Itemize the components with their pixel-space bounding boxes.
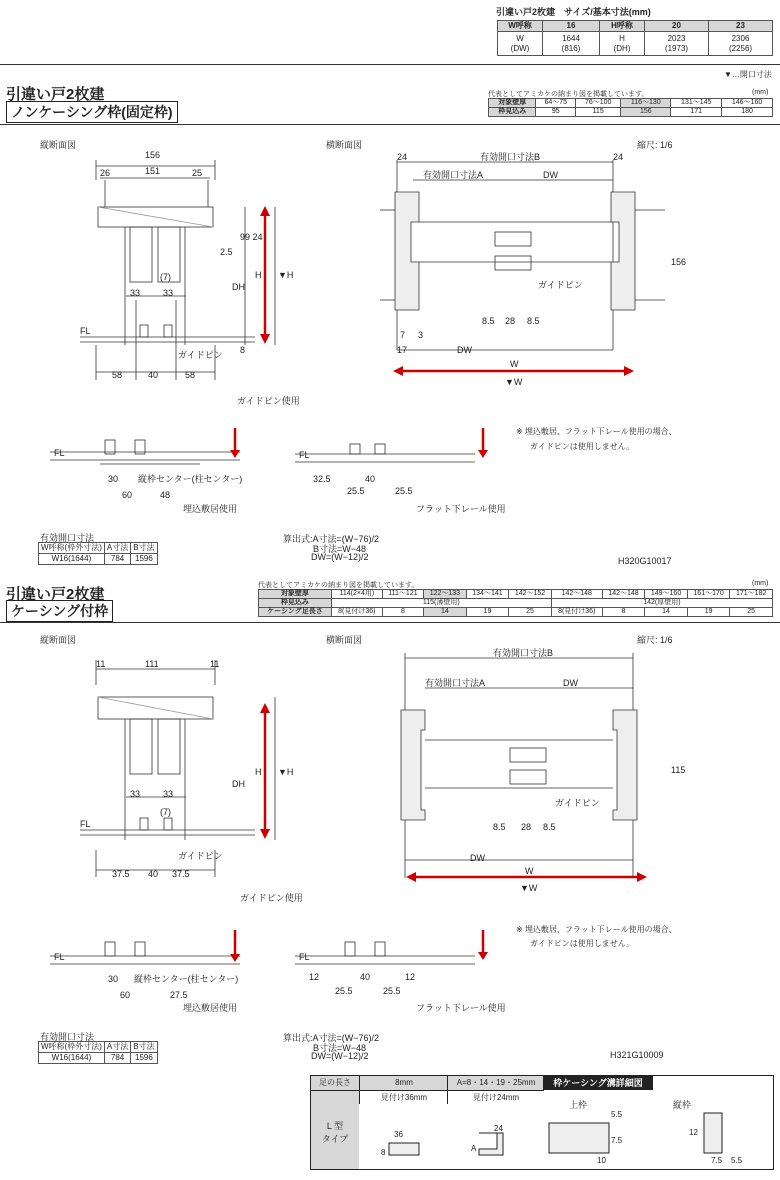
casing-vertical: 縦枠	[673, 1100, 692, 1110]
guide-pin-used-2: ガイドピン使用	[240, 893, 303, 903]
horizontal-section-2	[375, 648, 695, 893]
casing-upper: 上枠	[569, 1100, 588, 1110]
dim-26: 26	[100, 168, 111, 178]
h2-dim-115: 115	[671, 765, 686, 775]
step2-60: 60	[120, 990, 131, 1000]
v2-dim-111: 111	[145, 659, 159, 669]
row1-cell: 111〜121	[382, 590, 423, 599]
step-60: 60	[122, 490, 133, 500]
guide-pin-2: ガイドピン	[178, 851, 223, 861]
flat2-12b: 12	[405, 972, 416, 982]
flat-rail-2: フラット下レール使用	[416, 1003, 506, 1013]
step2-30: 30	[108, 974, 119, 984]
flat-rail-1: フラット下レール使用	[416, 504, 506, 514]
v2-dim-37-5b: 37.5	[172, 869, 190, 879]
guide-pin-1: ガイドピン	[178, 350, 223, 360]
h-dim-3: 3	[418, 330, 424, 340]
row1-label-2: 対象壁厚	[259, 590, 332, 599]
eff-title-1: 有効開口寸法	[40, 533, 95, 543]
section1-subtitle: ノンケーシング枠(固定枠)	[6, 101, 178, 123]
section2-title: 引違い戸2枚建	[6, 586, 105, 603]
row3-cell: 14	[645, 608, 688, 617]
label-horizontal-2: 横断面図	[326, 635, 363, 645]
row3-cell: 8(見付け36)	[331, 608, 382, 617]
formula3-2: DW=(W−12)/2	[311, 1051, 369, 1061]
casing-col2: A=8・14・19・25mm	[447, 1076, 544, 1090]
casing-dim-12: 12	[689, 1128, 698, 1137]
section1-table-note: 代表としてアミカケの納まり図を掲載しています。	[488, 91, 649, 98]
flat2-25-5a: 25.5	[335, 986, 353, 996]
row1-cell: 161〜170	[687, 590, 730, 599]
h-dim-dw2: DW	[457, 345, 472, 355]
h2-dim-b: 有効開口寸法B	[493, 648, 554, 658]
casing-dim-a: A	[471, 1144, 477, 1153]
h2-dim-dw: DW	[563, 678, 578, 688]
step-diagram-embedded-1	[50, 410, 270, 500]
h-guide-pin: ガイドピン	[538, 280, 583, 290]
embedded-sill-2: 埋込敷居使用	[183, 1003, 238, 1013]
casing-drawings	[359, 1103, 773, 1169]
v2-dim-37-5a: 37.5	[112, 869, 130, 879]
row1-cell: 142〜152	[509, 590, 552, 599]
dim-8: 8	[240, 345, 246, 355]
h-dim-8-5a: 8.5	[482, 316, 495, 326]
row2-cell: 180	[722, 108, 773, 117]
fl-step-3: FL	[54, 952, 65, 962]
h-dim-7: 7	[400, 330, 406, 340]
section2-rule	[0, 622, 780, 623]
vertical-section-2	[60, 655, 300, 885]
section2-subtitle: ケーシング付枠	[6, 600, 113, 622]
dim-151: 151	[145, 166, 161, 176]
h2-dim-w: W	[525, 866, 534, 876]
h2-dim-a: 有効開口寸法A	[425, 678, 486, 688]
row1-cell: 122〜133	[424, 590, 467, 599]
row3-cell: 25	[509, 608, 552, 617]
horizontal-section-1	[375, 150, 695, 390]
h-code-2: 23	[709, 21, 773, 32]
dim-h: H	[255, 270, 262, 280]
section1-wall-table	[488, 98, 773, 117]
eff-head: W呼称(枠外寸法)	[39, 543, 105, 554]
row1-cell: 146〜160	[722, 99, 773, 108]
h-dim-w: W	[510, 359, 519, 369]
opening-note: ▼…開口寸法	[724, 70, 772, 79]
eff-cell: 784	[104, 554, 130, 565]
dim-33a: 33	[130, 288, 141, 298]
flat2-12: 12	[309, 972, 320, 982]
v2-dim-11b: 11	[210, 659, 220, 669]
code-2: H321G10009	[610, 1050, 664, 1060]
row1-cell: 171〜182	[730, 590, 773, 599]
fl-step-2: FL	[299, 450, 310, 460]
dim-7: (7)	[160, 272, 171, 282]
step-diagram-embedded-2	[50, 912, 270, 1002]
casing-type: L 型 タイプ	[311, 1090, 359, 1169]
casing-leg-length: 足の長さ	[311, 1076, 359, 1090]
w-code: 16	[543, 21, 600, 32]
v2-dim-40: 40	[148, 869, 159, 879]
v2-dim-h: H	[255, 767, 262, 777]
row3-cell: 19	[466, 608, 509, 617]
eff-head: B寸法	[131, 1042, 157, 1053]
h-label: H (DH)	[600, 32, 645, 56]
flat-32-5: 32.5	[313, 474, 331, 484]
step2-center: 縦枠センター(柱センター)	[134, 974, 239, 984]
label-vertical-1: 縦断面図	[40, 140, 77, 150]
dim-58a: 58	[112, 370, 123, 380]
size-table-caption: 引違い戸2枚建 サイズ/基本寸法(mm)	[496, 7, 651, 17]
label-vertical-2: 縦断面図	[40, 635, 77, 645]
h-dim-dw: DW	[543, 170, 558, 180]
row1-cell: 131〜145	[671, 99, 722, 108]
eff-cell: 1596	[131, 554, 157, 565]
row3-cell: 8	[382, 608, 423, 617]
formula1-2: 算出式:A寸法=(W−76)/2	[283, 1033, 380, 1043]
eff-cell: 1596	[131, 1053, 157, 1064]
casing-dim-24: 24	[494, 1124, 503, 1133]
casing-dim-5-5b: 5.5	[731, 1156, 743, 1165]
h-dim-28: 28	[505, 316, 516, 326]
dim-40: 40	[148, 370, 159, 380]
h-dim-vw: ▼W	[505, 377, 523, 387]
scale-1: 縮尺: 1/6	[637, 140, 673, 150]
row2-cell: 142(厚壁用)	[551, 599, 772, 608]
eff-head: W呼称(枠外寸法)	[39, 1042, 105, 1053]
note1-2: ※ 埋込敷居、フラット下レール使用の場合、	[516, 925, 677, 934]
section2-table-note: 代表としてアミカケの納まり図を掲載しています。	[258, 582, 419, 589]
h-dim-24b: 24	[613, 152, 624, 162]
v2-dim-dh: DH	[232, 779, 245, 789]
formula1-1: 算出式:A寸法=(W−76)/2	[283, 534, 380, 544]
casing-dim-36: 36	[394, 1130, 403, 1139]
casing-face1: 見付け36mm	[359, 1090, 448, 1104]
guide-pin-used-1: ガイドピン使用	[237, 396, 300, 406]
flat-25-5a: 25.5	[347, 486, 365, 496]
dim-dh: DH	[232, 282, 245, 292]
h2-dim-8-5b: 8.5	[543, 822, 556, 832]
h-value-2: 2306 (2256)	[709, 32, 773, 56]
step-48: 48	[160, 490, 171, 500]
v2-dim-33b: 33	[163, 789, 174, 799]
row1-cell: 116〜130	[621, 99, 671, 108]
row3-cell: 8(見付け36)	[551, 608, 602, 617]
step2-27-5: 27.5	[170, 990, 188, 1000]
row1-cell: 142〜148	[602, 590, 645, 599]
note2-2: ガイドピンは使用しません。	[530, 939, 635, 948]
h2-dim-28: 28	[521, 822, 532, 832]
step-diagram-flat-2	[295, 912, 505, 1002]
eff-head: A寸法	[104, 543, 130, 554]
casing-detail-title: 枠ケーシング溝詳細図	[543, 1076, 653, 1090]
row1-cell: 142〜148	[551, 590, 602, 599]
row2-cell: 95	[536, 108, 576, 117]
casing-dim-7-5a: 7.5	[611, 1136, 623, 1145]
h-dim-156: 156	[671, 257, 687, 267]
h-dim-24a: 24	[397, 152, 408, 162]
fl-step-1: FL	[54, 448, 65, 458]
dim-99-24: 99 24	[240, 232, 263, 242]
fl-1: FL	[80, 326, 91, 336]
step-center: 縦枠センター(柱センター)	[138, 474, 243, 484]
row3-label-2: ケーシング足長さ	[259, 608, 332, 617]
row2-label-2: 枠見込み	[259, 599, 332, 608]
h-dim-8-5b: 8.5	[527, 316, 540, 326]
formula3-1: DW=(W−12)/2	[311, 552, 369, 562]
h-code-1: 20	[645, 21, 709, 32]
row1-cell: 76〜100	[576, 99, 621, 108]
eff-table-2	[38, 1041, 158, 1064]
embedded-sill-1: 埋込敷居使用	[183, 504, 238, 514]
v2-dim-vh: ▼H	[278, 767, 294, 777]
row2-label: 枠見込み	[489, 108, 536, 117]
dim-2-5: 2.5	[220, 247, 233, 257]
dim-33b: 33	[163, 288, 174, 298]
fl-step-4: FL	[299, 952, 310, 962]
dim-156: 156	[145, 150, 161, 160]
casing-dim-7-5b: 7.5	[711, 1156, 723, 1165]
w-label: W (DW)	[498, 32, 543, 56]
section2-wall-table	[258, 589, 773, 617]
casing-col1: 8mm	[359, 1076, 448, 1090]
h2-dim-dw2: DW	[470, 853, 485, 863]
section1-title: 引違い戸2枚建	[6, 86, 105, 103]
h2-dim-vw: ▼W	[520, 883, 538, 893]
h-header: H呼称	[600, 21, 645, 32]
eff-head: B寸法	[131, 543, 157, 554]
eff-title-2: 有効開口寸法	[40, 1032, 95, 1042]
row1-label: 対象壁厚	[489, 99, 536, 108]
section1-table-unit: (mm)	[752, 89, 769, 96]
flat2-25-5b: 25.5	[383, 986, 401, 996]
eff-cell: 784	[104, 1053, 130, 1064]
casing-dim-8: 8	[381, 1148, 386, 1157]
top-rule	[0, 64, 780, 65]
fl-2: FL	[80, 819, 91, 829]
step-30: 30	[108, 474, 119, 484]
size-table	[497, 20, 773, 56]
v2-dim-11a: 11	[96, 659, 106, 669]
row1-cell: 134〜141	[466, 590, 509, 599]
row2-cell: 115(薄壁用)	[331, 599, 551, 608]
casing-table	[310, 1075, 774, 1170]
h2-guide-pin: ガイドピン	[555, 798, 600, 808]
h2-dim-8-5a: 8.5	[493, 822, 506, 832]
v2-dim-33a: 33	[130, 789, 141, 799]
row3-cell: 25	[730, 608, 773, 617]
dim-vh: ▼H	[278, 270, 294, 280]
formula2-1: B寸法=W−48	[313, 544, 367, 554]
dim-25: 25	[192, 168, 203, 178]
row2-cell: 156	[621, 108, 671, 117]
casing-face2: 見付け24mm	[447, 1090, 544, 1104]
flat2-40: 40	[360, 972, 371, 982]
h-value-1: 2023 (1973)	[645, 32, 709, 56]
casing-dim-5-5a: 5.5	[611, 1110, 623, 1119]
scale-2: 縮尺: 1/6	[637, 635, 673, 645]
w-header: W呼称	[498, 21, 543, 32]
eff-head: A寸法	[104, 1042, 130, 1053]
section2-table-unit: (mm)	[752, 580, 769, 587]
eff-cell: W16(1644)	[39, 554, 105, 565]
row3-cell: 19	[687, 608, 730, 617]
row1-cell: 114(2×4用)	[331, 590, 382, 599]
step-diagram-flat-1	[295, 410, 505, 500]
row2-cell: 115	[576, 108, 621, 117]
label-horizontal-1: 横断面図	[326, 140, 363, 150]
flat-25-5b: 25.5	[395, 486, 413, 496]
h-dim-a: 有効開口寸法A	[423, 170, 484, 180]
code-1: H320G10017	[618, 556, 672, 566]
eff-table-1	[38, 542, 158, 565]
row3-cell: 14	[424, 608, 467, 617]
row1-cell: 64〜75	[536, 99, 576, 108]
dim-58b: 58	[185, 370, 196, 380]
w-value: 1644 (816)	[543, 32, 600, 56]
row1-cell: 149〜160	[645, 590, 688, 599]
casing-dim-10: 10	[597, 1156, 606, 1165]
section1-rule	[0, 124, 780, 125]
h-dim-b: 有効開口寸法B	[480, 152, 541, 162]
note2-1: ガイドピンは使用しません。	[530, 442, 635, 451]
row3-cell: 8	[602, 608, 645, 617]
v2-dim-7: (7)	[160, 807, 171, 817]
row2-cell: 171	[671, 108, 722, 117]
formula2-2: B寸法=W−48	[313, 1043, 367, 1053]
flat-40: 40	[365, 474, 376, 484]
eff-cell: W16(1644)	[39, 1053, 105, 1064]
h-dim-17: 17	[397, 345, 408, 355]
vertical-section-1	[60, 150, 300, 400]
note1-1: ※ 埋込敷居、フラット下レール使用の場合、	[516, 427, 677, 436]
